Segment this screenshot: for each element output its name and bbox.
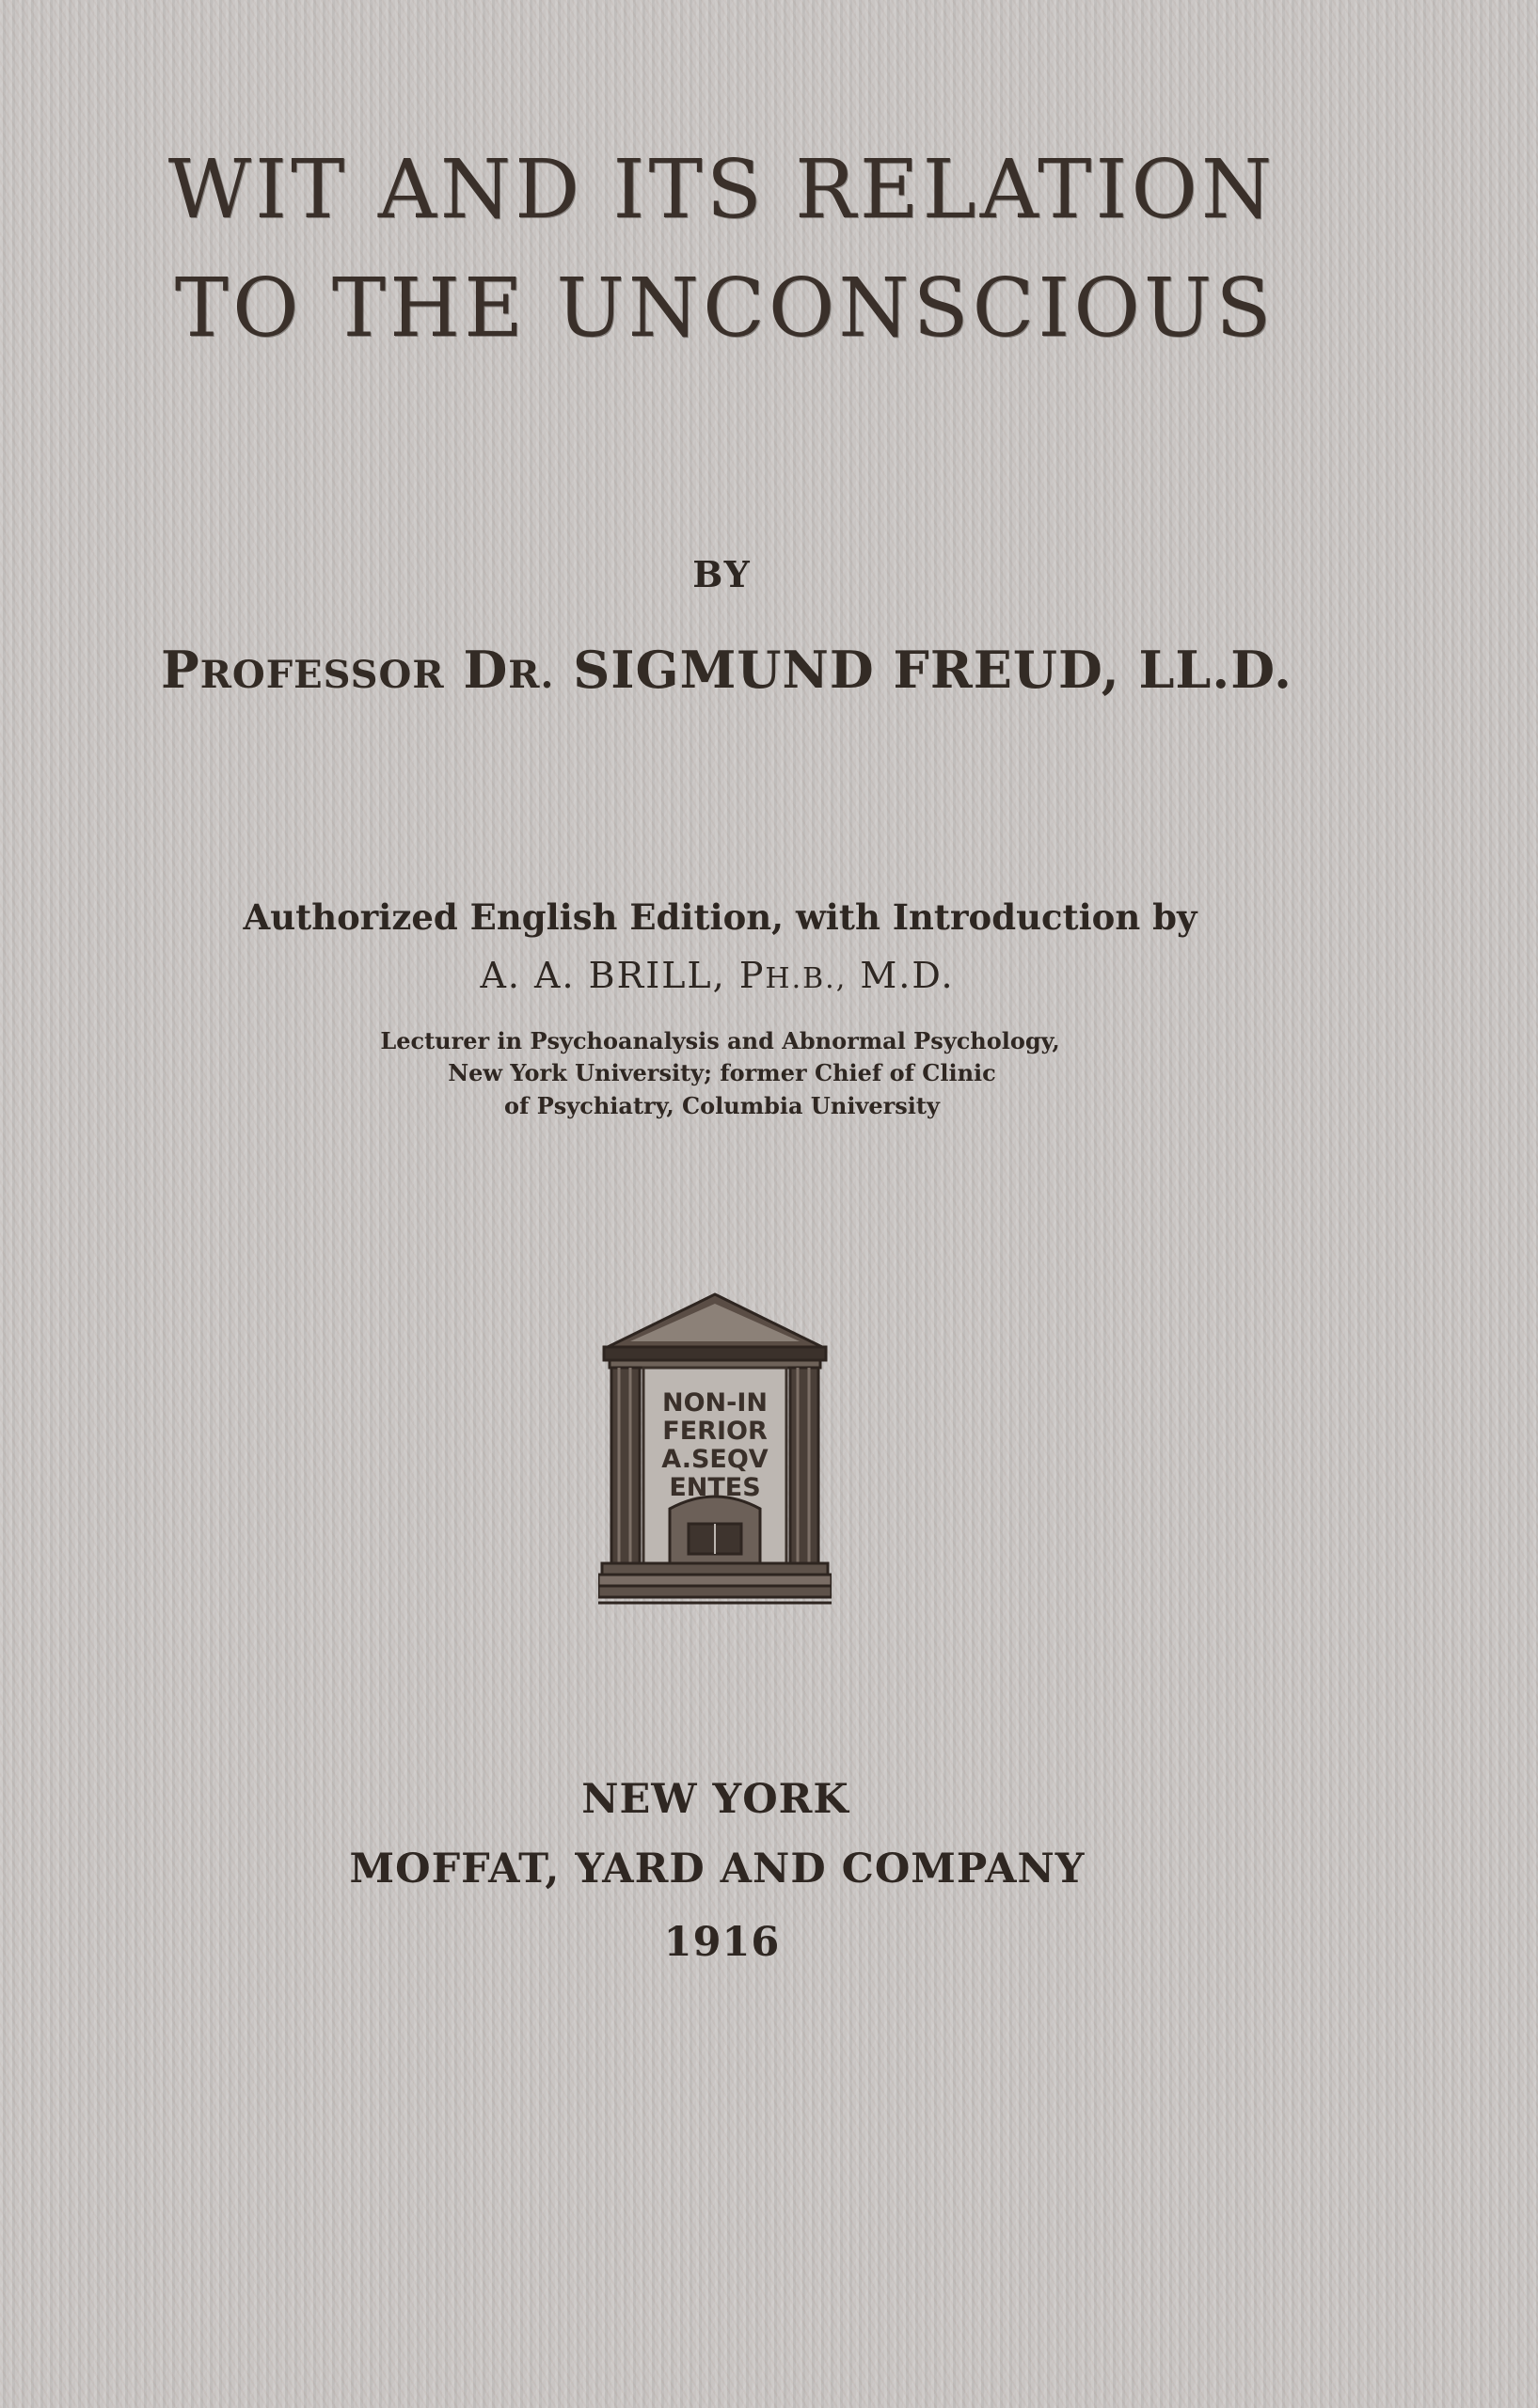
translator-credentials-line-3: of Psychiatry, Columbia University: [504, 1092, 940, 1119]
author-prefix-2-initial: D: [463, 640, 509, 700]
motto-line-3: A.SEQV: [661, 1445, 769, 1474]
edition-line: Authorized English Edition, with Introduction by: [243, 896, 1197, 938]
translator-degree-1-rest: H.B.,: [765, 962, 848, 995]
translator-degree-1-initial: P: [738, 955, 766, 996]
translator-credentials-line-2: New York University; former Chief of Clinic: [448, 1059, 996, 1086]
imprint-city: NEW YORK: [581, 1776, 849, 1823]
author-prefix-2-rest: R.: [508, 653, 555, 697]
translator-line: [0, 955, 1486, 996]
author-line: [0, 640, 1496, 700]
temple-device-icon: [598, 1291, 832, 1607]
translator-credentials-line-1: Lecturer in Psychoanalysis and Abnormal Psychology,: [380, 1027, 1060, 1054]
translator-degree-2: M.D.: [860, 955, 955, 996]
author-prefix-1-initial: P: [161, 640, 200, 700]
motto-line-1: NON-IN: [662, 1388, 768, 1418]
imprint-year: 1916: [663, 1919, 781, 1966]
author-name: SIGMUND FREUD, LL.D.: [573, 640, 1292, 700]
author-prefix-1-rest: ROFESSOR: [199, 653, 445, 697]
book-title-line-1: WIT AND ITS RELATION: [167, 143, 1276, 237]
imprint-publisher: MOFFAT, YARD AND COMPANY: [349, 1846, 1086, 1893]
book-title-line-2: TO THE UNCONSCIOUS: [174, 261, 1276, 356]
byline: BY: [692, 553, 752, 595]
motto-line-2: FERIOR: [662, 1417, 768, 1446]
motto-line-4: ENTES: [669, 1473, 761, 1502]
translator-name: A. A. BRILL,: [480, 955, 726, 996]
